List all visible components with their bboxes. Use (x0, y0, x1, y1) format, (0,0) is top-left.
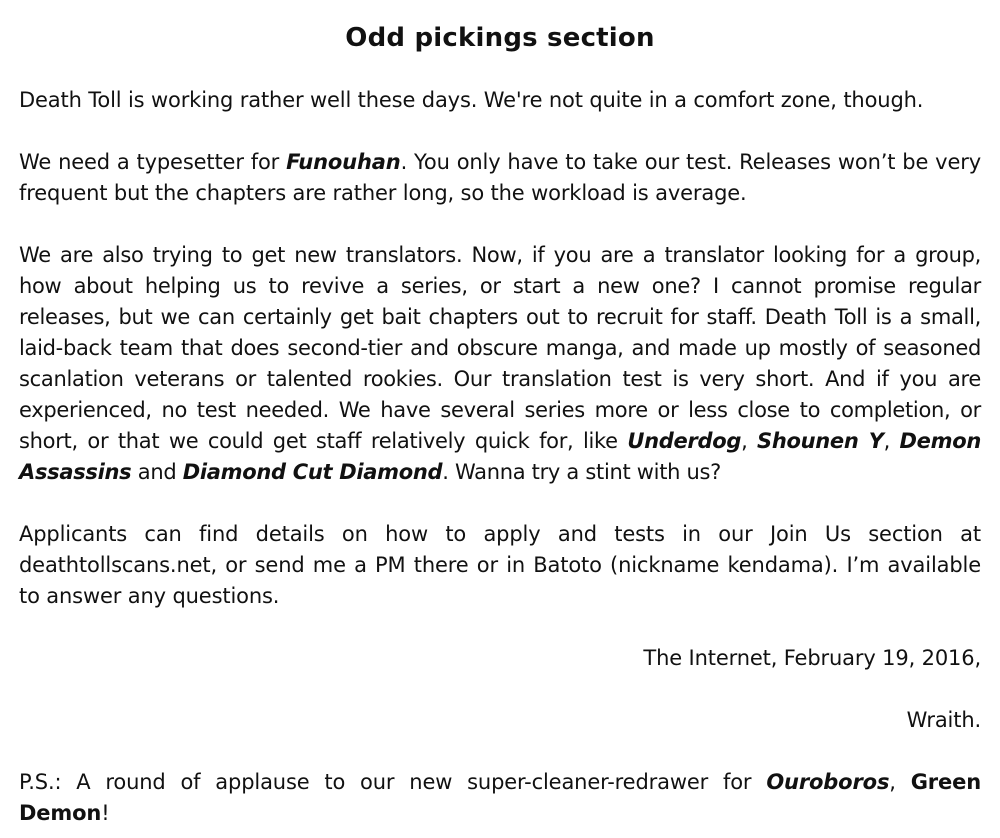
typesetter-text-before: We need a typesetter for (19, 150, 287, 174)
intro-paragraph: Death Toll is working rather well these days. We're not quite in a comfort zone, though. (19, 88, 924, 112)
typesetter-text-after: . You only have to take our test. Releases won’t be very frequent but the chapters are rather long, so the workload is average. (19, 150, 981, 205)
separator: and (131, 460, 183, 484)
translators-text-end: . Wanna try a stint with us? (442, 460, 722, 484)
postscript-end: ! (101, 801, 110, 825)
series-ouroboros: Ouroboros (766, 770, 890, 794)
signature-name: Wraith. (906, 708, 981, 732)
signature-place-date: The Internet, February 19, 2016, (643, 646, 981, 670)
applicants-paragraph: Applicants can find details on how to apply and tests in our Join Us section at deathtollscans.net, or send me a PM there or in Batoto (nickname kendama). I’m available to answer any questions. (19, 522, 981, 608)
typesetter-paragraph (19, 147, 981, 209)
separator: , (741, 429, 758, 453)
series-shounen-y: Shounen Y (757, 429, 884, 453)
series-funouhan: Funouhan (286, 150, 401, 174)
staff-name-green-demon: Green Demon (19, 770, 981, 825)
series-underdog: Underdog (627, 429, 742, 453)
translators-paragraph (19, 240, 981, 488)
postscript-paragraph (19, 767, 981, 829)
series-demon-assassins: Demon Assassins (19, 429, 981, 484)
translators-text: We are also trying to get new translators. Now, if you are a translator looking for a group, how about helping us to revive a series, or start a new one? I cannot promise regular releases, but we can certainly get bait chapters out to recruit for staff. Death Toll is a small, laid-back team that does second-tier and obscure manga, and made up mostly of seasoned scanlation veterans or talented rookies. Our translation test is very short. And if you are experienced, no test needed. We have several series more or less close to completion, or short, or that we could get staff relatively quick for, like (19, 243, 981, 453)
document-page (19, 18, 981, 829)
separator: , (889, 770, 911, 794)
section-title: Odd pickings section (345, 23, 655, 53)
separator: , (883, 429, 900, 453)
postscript-text: P.S.: A round of applause to our new super-cleaner-redrawer for (19, 770, 767, 794)
series-diamond-cut-diamond: Diamond Cut Diamond (182, 460, 443, 484)
